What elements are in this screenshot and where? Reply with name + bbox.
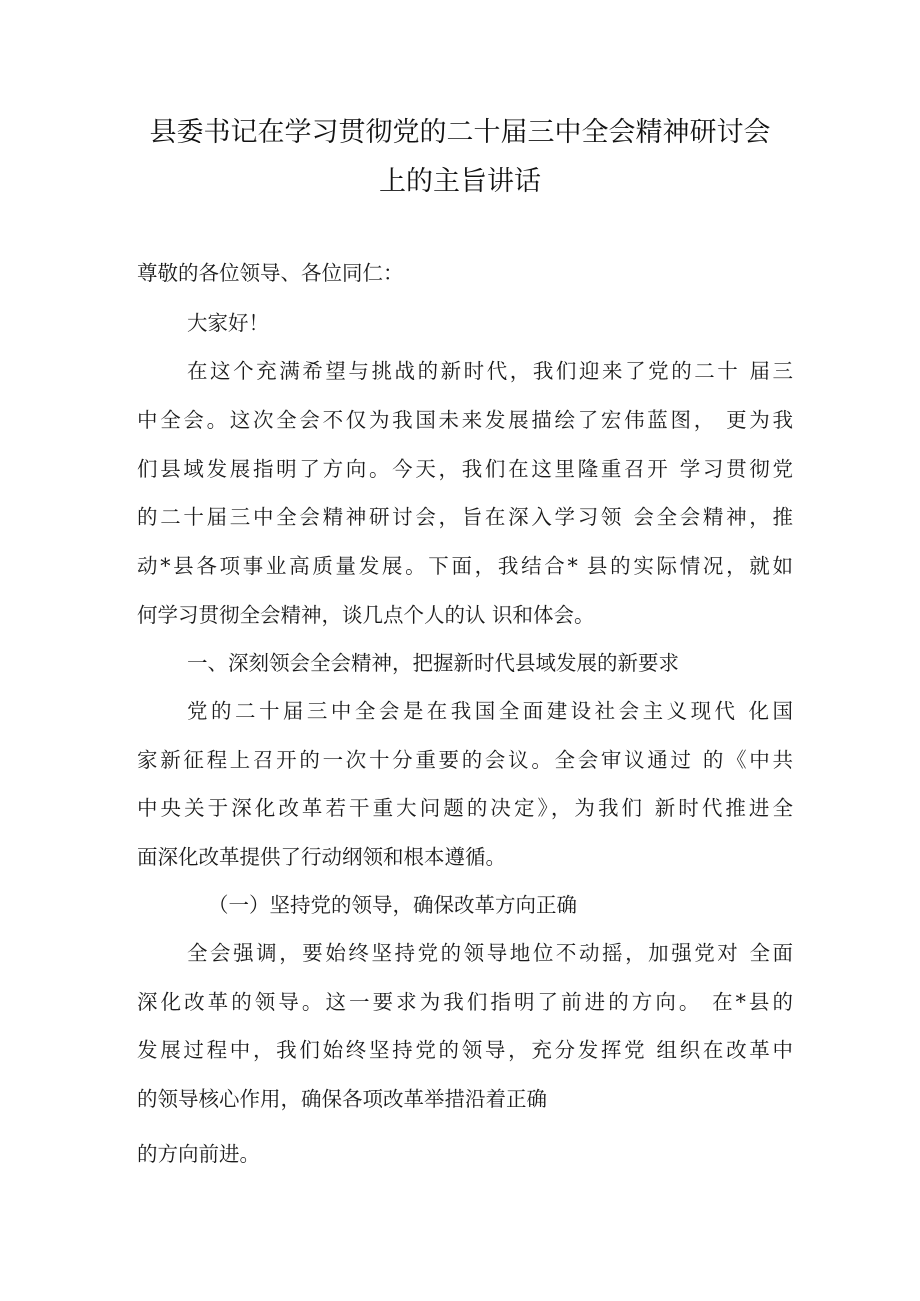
paragraph-2-line-2: 家新征程上召开的一次十分重要的会议。全会审议通过 的《中共 (137, 748, 793, 772)
salutation: 尊敬的各位领导、各位同仁： (137, 261, 404, 285)
document-title-line-1: 县委书记在学习贯彻党的二十届三中全会精神研讨会 (149, 117, 771, 148)
paragraph-3-line-3: 发展过程中，我们始终坚持党的领导，充分发挥党 组织在改革中 (137, 1038, 793, 1062)
paragraph-3-line-1: 全会强调，要始终坚持党的领导地位不动摇，加强党对 全面 (187, 941, 793, 965)
paragraph-2-line-4: 面深化改革提供了行动纲领和根本遵循。 (137, 845, 506, 869)
paragraph-2-line-1: 党的二十届三中全会是在我国全面建设社会主义现代 化国 (187, 699, 793, 723)
subsection-heading-1: （一）坚持党的领导，确保改革方向正确 (208, 893, 577, 917)
paragraph-1-line-2: 中全会。这次全会不仅为我国未来发展描绘了宏伟蓝图， 更为我 (137, 408, 793, 432)
paragraph-1-line-4: 的二十届三中全会精神研讨会，旨在深入学习领 会全会精神，推 (137, 505, 793, 529)
paragraph-1-line-1: 在这个充满希望与挑战的新时代，我们迎来了党的二十 届三 (187, 359, 793, 383)
paragraph-3-end: 的方向前进。 (137, 1142, 260, 1166)
section-heading-1: 一、深刻领会全会精神，把握新时代县域发展的新要求 (187, 651, 679, 675)
document-title-line-2: 上的主旨讲话 (379, 166, 541, 197)
paragraph-1-line-6: 何学习贯彻全会精神，谈几点个人的认 识和体会。 (137, 603, 595, 627)
paragraph-3-line-4: 的领导核心作用，确保各项改革举措沿着正确 (137, 1087, 547, 1111)
paragraph-2-line-3: 中央关于深化改革若干重大问题的决定》，为我们 新时代推进全 (137, 796, 793, 820)
paragraph-1-line-3: 们县域发展指明了方向。今天，我们在这里隆重召开 学习贯彻党 (137, 457, 793, 481)
paragraph-1-line-5: 动*县各项事业高质量发展。下面，我结合* 县的实际情况，就如 (137, 554, 793, 578)
greeting: 大家好！ (187, 311, 269, 335)
paragraph-3-line-2: 深化改革的领导。这一要求为我们指明了前进的方向。 在*县的 (137, 990, 793, 1014)
